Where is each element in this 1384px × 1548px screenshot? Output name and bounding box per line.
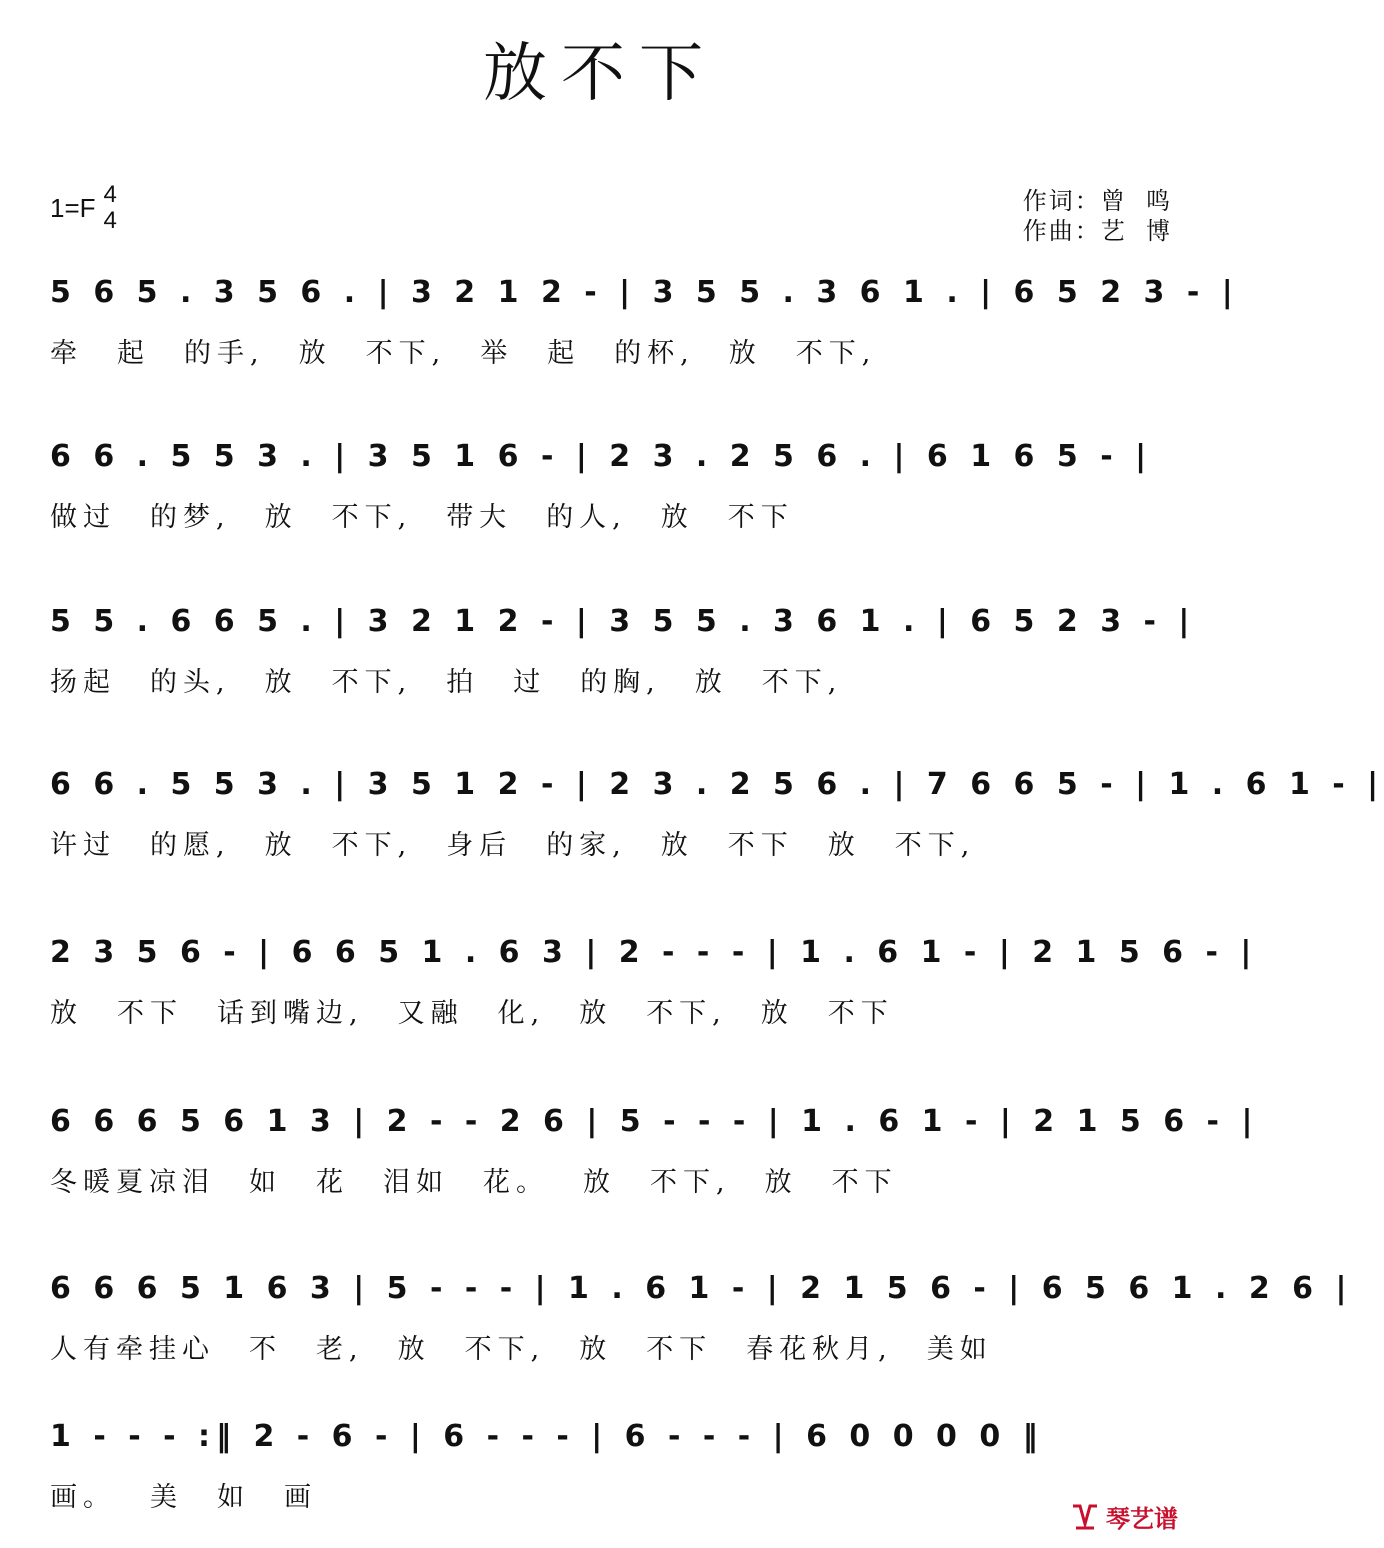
lyric-word: 放 bbox=[694, 667, 728, 698]
lyric-word: 不下 bbox=[827, 998, 894, 1029]
lyric-word: 不下, bbox=[331, 830, 413, 861]
lyric-word: 冬暖夏凉泪 bbox=[50, 1167, 215, 1198]
lyric-word: 不下, bbox=[894, 830, 976, 861]
lyric-word: 放 bbox=[728, 338, 762, 369]
lyric-word: 放 bbox=[264, 830, 298, 861]
note-line: 1 - - - :‖ 2 - 6 - | 6 - - - | 6 - - - | 6 0 0 0 0 ‖ bbox=[50, 1419, 1044, 1454]
lyricist-credit: 作词：曾 鸣 bbox=[1022, 187, 1172, 215]
lyric-word: 泪如 bbox=[383, 1167, 449, 1198]
watermark-text: 琴艺谱 bbox=[1106, 1505, 1178, 1533]
lyric-line bbox=[50, 1330, 1165, 1370]
lyric-line bbox=[50, 994, 1165, 1034]
lyric-word: 放 bbox=[397, 1334, 431, 1365]
lyric-word: 画 bbox=[284, 1482, 317, 1513]
lyric-word: 放 bbox=[660, 830, 694, 861]
lyric-word: 春花秋月, bbox=[746, 1334, 893, 1365]
lyric-word: 扬起 bbox=[50, 667, 116, 698]
lyric-word: 放 bbox=[583, 1167, 616, 1198]
lyric-word: 的愿, bbox=[150, 830, 231, 861]
composer-credit: 作曲：艺 博 bbox=[1022, 217, 1172, 245]
lyric-word: 不下, bbox=[464, 1334, 546, 1365]
note-line: 2 3 5 6 - | 6 6 5 1 . 6 3 | 2 - - - | 1 . 6 1 - | 2 1 5 6 - | bbox=[50, 935, 1258, 970]
key-signature bbox=[50, 182, 117, 234]
lyric-word: 画。 bbox=[50, 1482, 116, 1513]
lyric-word: 放 bbox=[264, 667, 298, 698]
note-line: 6 6 6 5 1 6 3 | 5 - - - | 1 . 6 1 - | 2 1 5 6 - | 6 5 6 1 . 2 6 | bbox=[50, 1271, 1353, 1306]
meter-top: 4 bbox=[103, 181, 117, 208]
lyric-word: 的头, bbox=[150, 667, 231, 698]
lyric-word: 的人, bbox=[546, 502, 627, 533]
lyric-word: 举 bbox=[480, 338, 514, 369]
lyric-word: 美如 bbox=[926, 1334, 993, 1365]
lyric-word: 不下 bbox=[646, 1334, 713, 1365]
lyric-word: 放 bbox=[660, 502, 694, 533]
lyric-word: 不下, bbox=[331, 667, 413, 698]
lyric-line bbox=[50, 1163, 1165, 1203]
lyric-word: 身后 bbox=[446, 830, 513, 861]
lyric-word: 不下 bbox=[727, 502, 794, 533]
lyric-word: 不下, bbox=[761, 667, 843, 698]
lyric-word: 不下 bbox=[727, 830, 794, 861]
lyric-word: 拍 bbox=[446, 667, 480, 698]
lyric-word: 老, bbox=[316, 1334, 364, 1365]
lyric-word: 的梦, bbox=[150, 502, 231, 533]
lyric-word: 放 bbox=[579, 998, 613, 1029]
lyric-word: 人有牵挂心 bbox=[50, 1334, 215, 1365]
watermark-logo bbox=[1070, 1499, 1178, 1534]
lyric-word: 带大 bbox=[446, 502, 513, 533]
lyric-word: 如 bbox=[217, 1482, 250, 1513]
lyric-word: 放 bbox=[579, 1334, 613, 1365]
lyric-word: 不 bbox=[249, 1334, 282, 1365]
lyric-word: 放 bbox=[50, 998, 83, 1029]
lyric-word: 放 bbox=[760, 998, 794, 1029]
lyric-word: 放 bbox=[827, 830, 861, 861]
lyric-line bbox=[50, 334, 1165, 374]
lyric-word: 起 bbox=[117, 338, 150, 369]
lyric-word: 不下, bbox=[365, 338, 447, 369]
lyric-word: 牵 bbox=[50, 338, 83, 369]
lyric-word: 化, bbox=[497, 998, 546, 1029]
lyric-word: 又融 bbox=[397, 998, 464, 1029]
lyric-word: 做过 bbox=[50, 502, 116, 533]
lyric-word: 话到嘴边, bbox=[217, 998, 364, 1029]
lyric-word: 如 bbox=[249, 1167, 282, 1198]
lyric-word: 不下, bbox=[650, 1167, 731, 1198]
lyric-word: 不下 bbox=[117, 998, 183, 1029]
lyric-line bbox=[50, 663, 1165, 703]
note-line: 6 6 . 5 5 3 . | 3 5 1 2 - | 2 3 . 2 5 6 . | 7 6 6 5 - | 1 . 6 1 - | bbox=[50, 767, 1384, 802]
lyric-word: 放 bbox=[298, 338, 332, 369]
lyric-word: 美 bbox=[150, 1482, 183, 1513]
lyric-word: 的杯, bbox=[614, 338, 695, 369]
logo-icon bbox=[1070, 1502, 1100, 1532]
lyric-word: 不下, bbox=[646, 998, 727, 1029]
note-line: 6 6 . 5 5 3 . | 3 5 1 6 - | 2 3 . 2 5 6 . | 6 1 6 5 - | bbox=[50, 439, 1153, 474]
lyric-word: 不下 bbox=[831, 1167, 898, 1198]
time-signature bbox=[104, 182, 117, 234]
lyric-word: 的胸, bbox=[580, 667, 661, 698]
key-label: 1=F bbox=[50, 192, 96, 223]
meter-bottom: 4 bbox=[103, 207, 117, 234]
note-line: 5 6 5 . 3 5 6 . | 3 2 1 2 - | 3 5 5 . 3 6 1 . | 6 5 2 3 - | bbox=[50, 275, 1239, 310]
lyric-word: 不下, bbox=[331, 502, 413, 533]
lyric-word: 放 bbox=[264, 502, 298, 533]
lyric-word: 花。 bbox=[483, 1167, 549, 1198]
note-line: 5 5 . 6 6 5 . | 3 2 1 2 - | 3 5 5 . 3 6 1 . | 6 5 2 3 - | bbox=[50, 604, 1196, 639]
lyric-word: 花 bbox=[316, 1167, 349, 1198]
note-line: 6 6 6 5 6 1 3 | 2 - - 2 6 | 5 - - - | 1 . 6 1 - | 2 1 5 6 - | bbox=[50, 1104, 1259, 1139]
lyric-word: 起 bbox=[547, 338, 581, 369]
lyric-line bbox=[50, 498, 1165, 538]
lyric-word: 的手, bbox=[184, 338, 265, 369]
lyric-word: 放 bbox=[764, 1167, 798, 1198]
lyric-word: 的家, bbox=[546, 830, 627, 861]
lyric-word: 过 bbox=[513, 667, 547, 698]
lyric-line bbox=[50, 826, 1165, 866]
credits bbox=[1023, 186, 1172, 246]
lyric-word: 许过 bbox=[50, 830, 116, 861]
lyric-word: 不下, bbox=[795, 338, 877, 369]
song-title: 放不下 bbox=[483, 37, 717, 111]
lyric-line bbox=[50, 1478, 1165, 1518]
